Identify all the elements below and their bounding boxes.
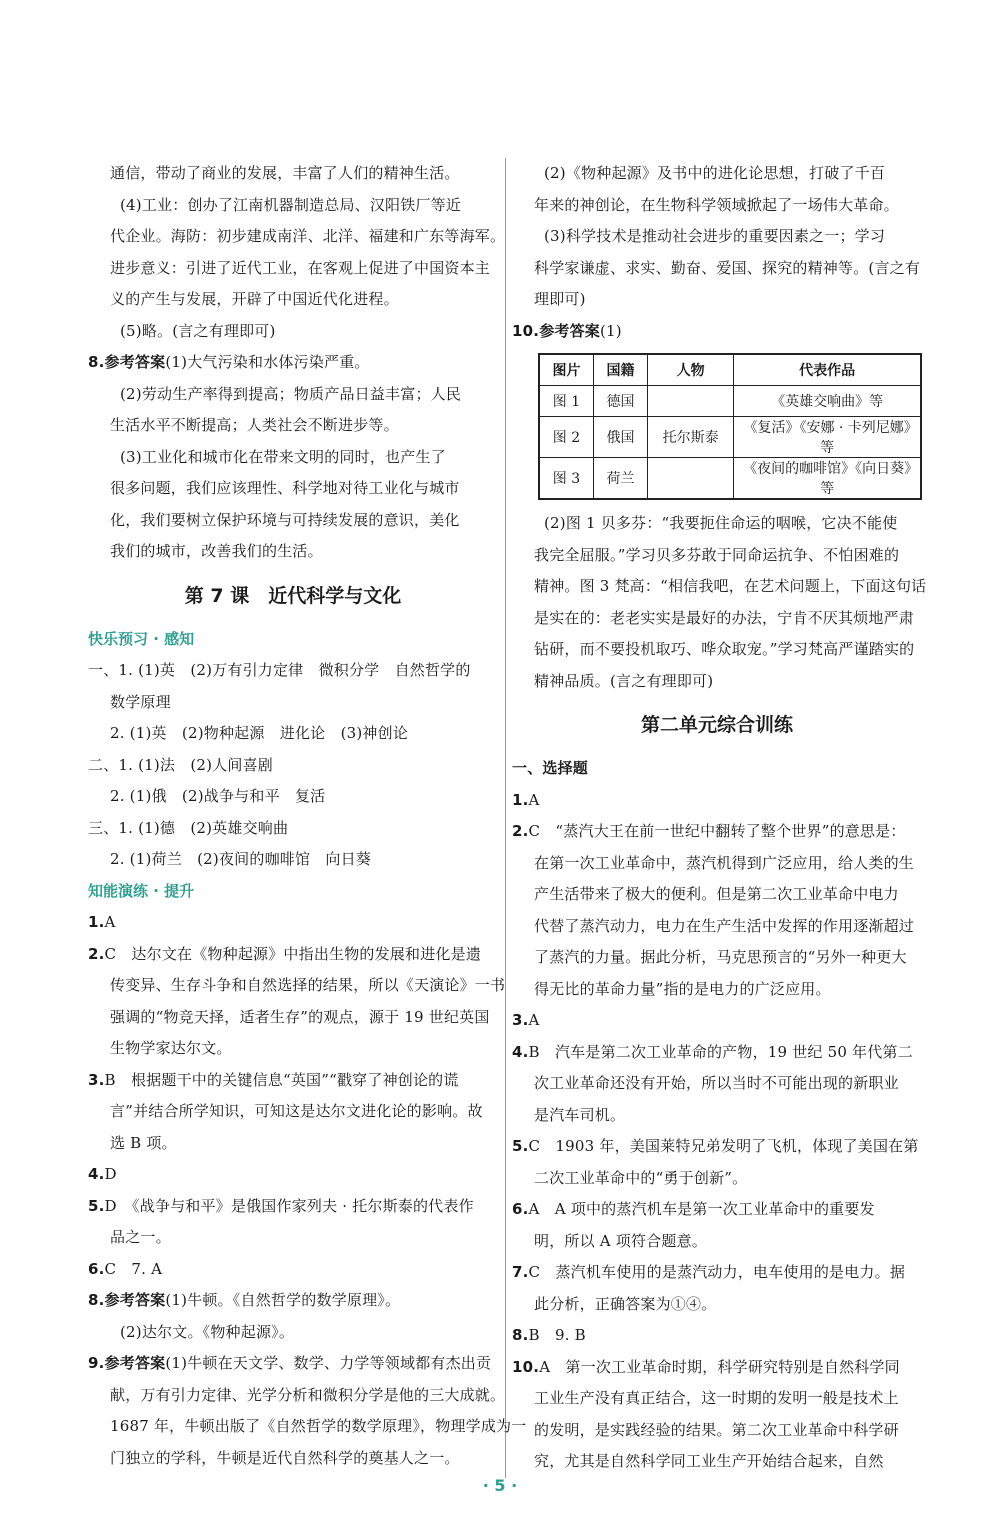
text-line <box>512 1100 922 1132</box>
text-line <box>512 540 922 572</box>
line-text: A 第一次工业革命时期，科学研究特别是自然科学同 <box>539 1357 900 1376</box>
line-text: 代企业。海防：初步建成南洋、北洋、福建和广东等海军。 <box>110 227 506 245</box>
unit-answers <box>512 785 922 1478</box>
text-line <box>512 1163 922 1195</box>
line-text: C 7. A <box>104 1259 163 1278</box>
text-line <box>88 1380 506 1412</box>
text-line <box>88 1222 498 1254</box>
line-text: 2. (1)英 (2)物种起源 进化论 (3)神创论 <box>110 724 409 742</box>
text-line <box>512 1226 922 1258</box>
line-text: 钻研，而不要投机取巧、哗众取宠。”学习梵高严谨踏实的 <box>534 640 915 658</box>
table-row <box>539 386 921 417</box>
text-line <box>88 221 506 253</box>
text-line <box>88 379 498 411</box>
item-number: 5. <box>88 1196 105 1215</box>
line-text: 2. (1)荷兰 (2)夜间的咖啡馆 向日葵 <box>110 850 371 868</box>
line-text: (3)工业化和城市化在带来文明的同时，也产生了 <box>120 447 446 466</box>
text-line <box>88 536 498 568</box>
line-text: 精神品质。(言之有理即可) <box>534 671 714 690</box>
line-text: 品之一。 <box>110 1228 171 1246</box>
text-line <box>88 813 498 845</box>
text-line <box>88 1285 498 1317</box>
text-line <box>88 190 498 222</box>
table-cell: 图 2 <box>539 417 593 458</box>
line-text: 强调的“物竞天择，适者生存”的观点，源于 19 世纪英国 <box>110 1007 490 1026</box>
answer-label: 参考答案 <box>104 353 166 371</box>
text-line <box>512 158 922 190</box>
text-line <box>512 284 922 316</box>
answer-table <box>538 353 922 500</box>
item-number: 6. <box>512 1200 529 1218</box>
answer-label: 参考答案 <box>539 321 600 340</box>
item-number: 3. <box>88 1070 105 1089</box>
line-text: C 达尔文在《物种起源》中指出生物的发展和进化是遗 <box>104 944 482 963</box>
line-text: A <box>528 1011 540 1029</box>
text-line <box>512 508 922 540</box>
preview-answers <box>88 655 498 876</box>
text-line <box>88 347 498 379</box>
line-text: 此分析，正确答案为①④。 <box>534 1294 717 1313</box>
item-number: 1. <box>88 913 105 931</box>
text-line <box>88 1033 498 1065</box>
text-line <box>88 1443 498 1475</box>
table-cell: 荷兰 <box>593 458 647 500</box>
line-text: 进步意义：引进了近代工业，在客观上促进了中国资本主 <box>110 258 491 277</box>
text-line <box>512 1446 922 1478</box>
practice-section-label: 知能演练 · 提升 <box>88 881 195 900</box>
line-text: (2)劳动生产率得到提高；物质产品日益丰富；人民 <box>120 384 462 403</box>
line-text: 生活水平不断提高；人类社会不断进步等。 <box>110 416 399 434</box>
item-number: 1. <box>512 790 529 809</box>
line-text: 1687 年，牛顿出版了《自然哲学的数学原理》，物理学成为一 <box>110 1417 527 1435</box>
table-header-cell: 国籍 <box>593 354 647 386</box>
line-text: (3)科学技术是推动社会进步的重要因素之一；学习 <box>544 227 886 245</box>
line-text: 门独立的学科，牛顿是近代自然科学的奠基人之一。 <box>110 1448 460 1467</box>
line-text: 二次工业革命中的“勇于创新”。 <box>534 1168 748 1187</box>
text-line <box>512 785 922 817</box>
text-line <box>88 1065 498 1097</box>
text-line <box>512 1037 922 1069</box>
line-text: 了蒸汽的力量。据此分析，马克思预言的“另外一种更大 <box>534 948 907 966</box>
right-column <box>512 158 927 1478</box>
text-line <box>512 666 922 698</box>
answers-top-left <box>88 158 506 568</box>
text-line <box>512 974 922 1006</box>
line-text: 是汽车司机。 <box>534 1105 626 1124</box>
text-line <box>88 907 498 939</box>
text-line <box>512 1383 922 1415</box>
text-line <box>512 221 922 253</box>
table-cell: 《复活》《安娜 · 卡列尼娜》等 <box>734 417 921 458</box>
item-number: 3. <box>512 1011 529 1029</box>
text-line <box>88 939 498 971</box>
text-line <box>88 687 498 719</box>
text-line <box>88 844 498 876</box>
line-text: 的发明，是实践经验的结果。第二次工业革命中科学研 <box>534 1420 899 1439</box>
answer-label: 参考答案 <box>104 1354 166 1372</box>
line-text: A A 项中的蒸汽机车是第一次工业革命中的重要发 <box>528 1200 875 1218</box>
answer-label: 参考答案 <box>104 1291 166 1309</box>
line-text: 2. (1)俄 (2)战争与和平 复活 <box>110 787 326 805</box>
item-number: 2. <box>512 822 529 840</box>
line-text: 年来的神创论，在生物科学领域掀起了一场伟大革命。 <box>534 195 899 214</box>
line-text: (2)图 1 贝多芬：“我要扼住命运的咽喉，它决不能使 <box>544 514 898 532</box>
line-text: 究，尤其是自然科学同工业生产开始结合起来，自然 <box>534 1452 884 1470</box>
text-line <box>88 1096 498 1128</box>
line-text: 产生活带来了极大的便利。但是第二次工业革命中电力 <box>534 885 899 903</box>
table-cell: 图 3 <box>539 458 593 500</box>
text-line <box>88 505 498 537</box>
line-text: (1)牛顿。《自然哲学的数学原理》。 <box>165 1291 401 1309</box>
choice-section-label: 一、选择题 <box>512 759 589 777</box>
line-text: 义的产生与发展，开辟了中国近代化进程。 <box>110 290 399 308</box>
text-line <box>88 718 498 750</box>
table-row <box>539 458 921 500</box>
item-number: 7. <box>512 1263 529 1281</box>
line-text: 我们的城市，改善我们的生活。 <box>110 542 323 560</box>
table-cell: 图 1 <box>539 386 593 417</box>
line-text: (1)牛顿在天文学、数学、力学等领域都有杰出贡 <box>165 1354 492 1372</box>
table-cell: 托尔斯泰 <box>647 417 733 458</box>
item-number: 9. <box>88 1354 105 1372</box>
table-header-cell: 代表作品 <box>734 354 921 386</box>
text-line <box>512 1289 922 1321</box>
line-text: 生物学家达尔文。 <box>110 1039 232 1057</box>
text-line <box>88 1191 498 1223</box>
text-line <box>88 316 498 348</box>
text-line <box>88 970 506 1002</box>
table-header-cell: 人物 <box>647 354 733 386</box>
line-text: 一、1. (1)英 (2)万有引力定律 微积分学 自然哲学的 <box>88 661 471 679</box>
item-number: 6. <box>88 1259 105 1278</box>
text-line <box>88 1317 498 1349</box>
text-line <box>512 816 922 848</box>
text-line <box>512 1320 922 1352</box>
text-line <box>512 942 922 974</box>
table-row <box>539 417 921 458</box>
text-line <box>88 1128 498 1160</box>
text-line <box>88 284 498 316</box>
item-number: 4. <box>512 1042 529 1061</box>
line-text: 数学原理 <box>110 692 171 711</box>
item-number: 10. <box>512 1357 540 1376</box>
answers-top-right <box>512 158 922 347</box>
line-text: 传变异、生存斗争和自然选择的结果，所以《天演论》一书 <box>110 976 506 994</box>
line-text: 科学家谦虚、求实、勤奋、爱国、探究的精神等。(言之有 <box>534 258 921 277</box>
text-line <box>512 190 922 222</box>
text-line <box>88 781 498 813</box>
line-text: 理即可) <box>534 290 586 308</box>
line-text: 选 B 项。 <box>110 1133 177 1152</box>
answers-mid-right <box>512 508 927 697</box>
line-text: (5)略。(言之有理即可) <box>120 321 276 340</box>
line-text: 化，我们要树立保护环境与可持续发展的意识，美化 <box>110 510 460 529</box>
text-line <box>512 634 922 666</box>
line-text: 二、1. (1)法 (2)人间喜剧 <box>88 755 273 774</box>
text-line <box>88 158 498 190</box>
line-text: (2)达尔文。《物种起源》。 <box>120 1322 295 1341</box>
lesson-title: 第 7 课 近代科学与文化 <box>184 584 402 607</box>
table-cell: 《英雄交响曲》等 <box>734 386 921 417</box>
line-text: 明，所以 A 项符合题意。 <box>534 1231 707 1250</box>
line-text: (2)《物种起源》及书中的进化论思想，打破了千百 <box>544 164 886 182</box>
table-header-cell: 图片 <box>539 354 593 386</box>
text-line <box>512 1005 922 1037</box>
line-text: A <box>528 790 540 809</box>
text-line <box>88 750 498 782</box>
text-line <box>512 848 922 880</box>
preview-section-label: 快乐预习 · 感知 <box>88 629 195 648</box>
text-line <box>512 603 922 635</box>
page-number: · 5 · <box>482 1476 518 1495</box>
text-line <box>88 442 498 474</box>
text-line <box>512 1068 922 1100</box>
text-line <box>88 473 498 505</box>
line-text: 三、1. (1)德 (2)英雄交响曲 <box>88 818 289 837</box>
line-text: 精神。图 3 梵高：“相信我吧，在艺术问题上，下面这句话 <box>534 577 927 595</box>
item-number: 8. <box>512 1326 529 1344</box>
line-text: D <box>104 1165 117 1183</box>
text-line <box>88 1002 498 1034</box>
text-line <box>512 1415 922 1447</box>
text-line <box>512 1131 922 1163</box>
line-text: B 汽车是第二次工业革命的产物，19 世纪 50 年代第二 <box>528 1042 913 1061</box>
line-text: 很多问题，我们应该理性、科学地对待工业化与城市 <box>110 479 460 497</box>
line-text: 工业生产没有真正结合，这一时期的发明一般是技术上 <box>534 1389 899 1407</box>
item-number: 8. <box>88 1291 105 1309</box>
line-text: 献，万有引力定律、光学分析和微积分学是他的三大成就。 <box>110 1385 506 1404</box>
line-text: 在第一次工业革命中，蒸汽机得到广泛应用，给人类的生 <box>534 853 915 872</box>
text-line <box>512 879 922 911</box>
line-text: 代替了蒸汽动力，电力在生产生活中发挥的作用逐渐超过 <box>534 916 915 935</box>
line-text: A <box>104 913 116 931</box>
text-line <box>512 911 922 943</box>
line-text: 我完全屈服。”学习贝多芬敢于同命运抗争、不怕困难的 <box>534 545 900 564</box>
text-line <box>88 410 498 442</box>
line-text: C 1903 年，美国莱特兄弟发明了飞机，体现了美国在第 <box>528 1137 919 1155</box>
text-line <box>512 571 927 603</box>
line-text: (1)大气污染和水体污染严重。 <box>165 353 370 371</box>
line-text: 是实在的：老老实实是最好的办法，宁肯不厌其烦地严肃 <box>534 608 915 627</box>
text-line <box>88 1159 498 1191</box>
text-line <box>512 1194 922 1226</box>
unit-title: 第二单元综合训练 <box>640 714 793 736</box>
table-header-row <box>539 354 921 386</box>
table-cell: 德国 <box>593 386 647 417</box>
text-line <box>512 1257 922 1289</box>
item-number: 4. <box>88 1165 105 1183</box>
item-number: 2. <box>88 944 105 963</box>
text-line <box>88 1254 498 1286</box>
line-text: 得无比的革命力量”指的是电力的广泛应用。 <box>534 979 831 998</box>
table-cell: 《夜间的咖啡馆》《向日葵》等 <box>734 458 921 500</box>
text-line <box>88 253 498 285</box>
line-text: 言”并结合所学知识，可知这是达尔文进化论的影响。故 <box>110 1102 483 1120</box>
column-divider <box>505 158 506 1478</box>
line-text: B 9. B <box>528 1326 586 1344</box>
line-text: C 蒸汽机车使用的是蒸汽动力，电车使用的是电力。据 <box>528 1263 906 1281</box>
table-cell <box>647 386 733 417</box>
item-number: 5. <box>512 1137 529 1155</box>
line-text: 通信，带动了商业的发展，丰富了人们的精神生活。 <box>110 164 460 182</box>
text-line <box>512 316 922 348</box>
text-line <box>512 253 922 285</box>
line-text: B 根据题干中的关键信息“英国”“戳穿了神创论的谎 <box>104 1070 459 1089</box>
text-line <box>88 655 498 687</box>
line-text: 次工业革命还没有开始，所以当时不可能出现的新职业 <box>534 1074 899 1092</box>
table-cell <box>647 458 733 500</box>
item-number: 10. <box>512 321 540 340</box>
line-text: C “蒸汽大王在前一世纪中翻转了整个世界”的意思是： <box>528 822 906 840</box>
text-line <box>512 1352 922 1384</box>
text-line <box>88 1348 498 1380</box>
line-text: (4)工业：创办了江南机器制造总局、汉阳铁厂等近 <box>120 195 462 214</box>
text-line <box>88 1411 527 1443</box>
item-number: 8. <box>88 353 105 371</box>
line-text: D 《战争与和平》是俄国作家列夫 · 托尔斯泰的代表作 <box>104 1196 474 1215</box>
table-cell: 俄国 <box>593 417 647 458</box>
line-text: (1) <box>600 321 622 340</box>
